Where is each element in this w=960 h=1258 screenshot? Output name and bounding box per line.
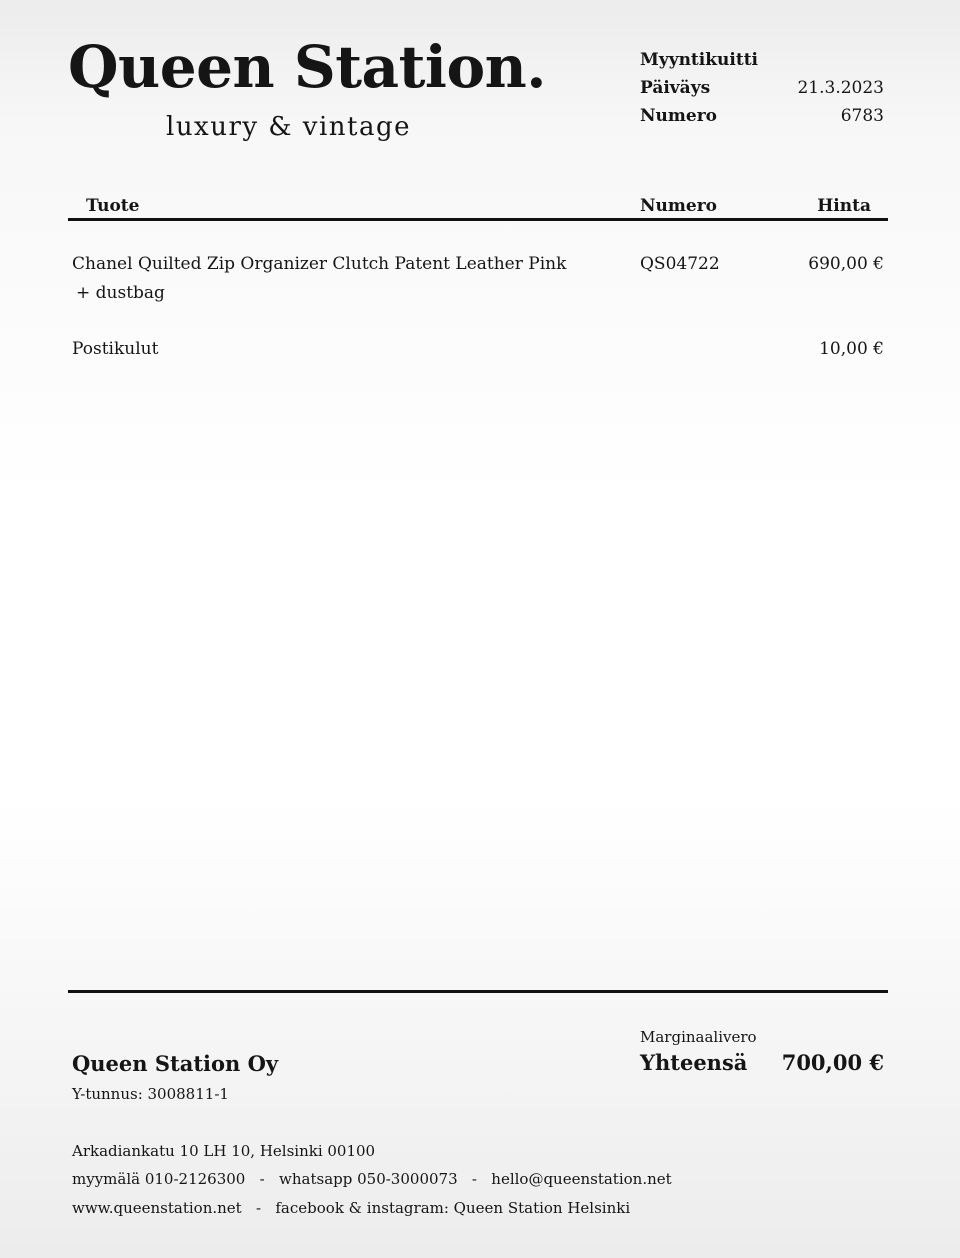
date-label: Päiväys [640,78,711,98]
header-divider [68,218,888,221]
total-value: 700,00 € [781,1050,884,1075]
brand-logo-title: Queen Station. [68,33,546,101]
business-id: Y-tunnus: 3008811-1 [72,1085,229,1103]
row-price: 10,00 € [819,339,884,359]
company-web: www.queenstation.net - facebook & instagram: Queen Station Helsinki [72,1199,631,1217]
date-value: 21.3.2023 [797,78,884,98]
row-product: Postikulut [72,339,159,359]
column-header-price: Hinta [817,196,871,216]
company-name: Queen Station Oy [72,1051,279,1076]
receipt-number-value: 6783 [840,106,884,126]
receipt-title: Myyntikuitti [640,50,759,70]
row-number: QS04722 [640,254,720,274]
column-header-number: Numero [640,196,717,216]
company-address: Arkadiankatu 10 LH 10, Helsinki 00100 [72,1142,376,1160]
company-contacts: myymälä 010-2126300 - whatsapp 050-3000073 - hello@queenstation.net [72,1170,672,1188]
total-label: Yhteensä [640,1050,748,1075]
receipt-number-label: Numero [640,106,717,126]
row-product-extra: + dustbag [76,283,165,303]
row-product: Chanel Quilted Zip Organizer Clutch Patent Leather Pink [72,254,567,274]
brand-tagline: luxury & vintage [166,112,411,142]
tax-note: Marginaalivero [640,1028,757,1046]
footer-divider [68,990,888,993]
row-price: 690,00 € [808,254,884,274]
column-header-product: Tuote [86,196,140,216]
